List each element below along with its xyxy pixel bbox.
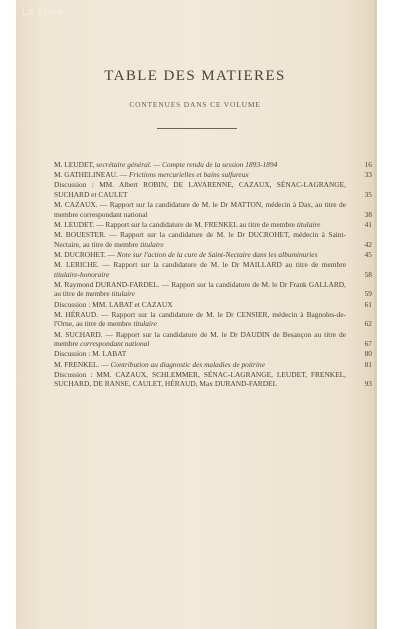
toc-entry: Discussion : MM. LABAT et CAZAUX 61 <box>54 299 372 309</box>
page-number: 41 <box>364 219 372 229</box>
page-number: 59 <box>364 289 372 299</box>
toc-entry: M. LERICHE. — Rapport sur la candidature de M. le Dr MAILLARD au titre de membre titulaire-honoraire 58 <box>54 260 372 279</box>
toc-entry: M. GATHELINEAU. — Frictions mercurielles et bains sulfureux 33 <box>54 170 372 180</box>
title-divider <box>157 128 237 129</box>
toc-entry: M. BOUESTER. — Rapport sur la candidature de M. le Dr DUCROHET, médecin à Saint-Nectaire, au titre de membre titulaire 42 <box>54 230 372 249</box>
toc-entry: M. FRENKEL. — Contribution au diagnostic des maladies de poitrine 81 <box>54 359 372 369</box>
page-number: 38 <box>364 209 372 219</box>
toc-entry: M. DUCROHET. — Note sur l'action de la cure de Saint-Nectaire dans les albuminuries 45 <box>54 249 372 259</box>
toc-entry: M. SUCHARD. — Rapport sur la candidature de M. le Dr DAUDIN de Besançon au titre de membre correspondant national 67 <box>54 329 372 349</box>
page-number: 16 <box>364 160 372 169</box>
page-title: TABLE DES MATIERES <box>104 68 286 84</box>
page-number: 35 <box>364 189 372 199</box>
toc-entry: M. Raymond DURAND-FARDEL. — Rapport sur la candidature de M. le Dr Frank GALLARD, au titre de membre titulaire 59 <box>54 279 372 299</box>
page-number: 42 <box>364 239 372 249</box>
toc-entry: Discussion : MM. CAZAUX, SCHLEMMER, SÉNAC-LAGRANGE, LEUDET, FRENKEL, SUCHARD, DE RANSE, CAULET, HÉRAUD, Max DURAND-FARDEL 93 <box>54 369 372 389</box>
watermark: Le Livre <box>22 6 64 18</box>
toc-entry: M. LEUDET, secrétaire général. — Compte rendu de la session 1893-1894 16 <box>54 160 372 169</box>
page-number: 33 <box>364 170 372 180</box>
page-number: 93 <box>364 379 372 389</box>
page-number: 45 <box>364 249 372 259</box>
page-number: 58 <box>364 269 372 279</box>
page-number: 61 <box>364 299 372 309</box>
page-number: 80 <box>364 349 372 359</box>
page-subtitle: CONTENUES DANS CE VOLUME <box>129 100 261 109</box>
toc-entry: Discussion : MM. Albert ROBIN, DE LAVARENNE, CAZAUX, SÉNAC-LAGRANGE, SUCHARD et CAULET 35 <box>54 180 372 199</box>
toc-entry: M. HÉRAUD. — Rapport sur la candidature de M. le Dr CENSIER, médecin à Bagnoles-de-l'Orne, au titre de membre titulaire 62 <box>54 309 372 329</box>
page-number: 62 <box>364 319 372 329</box>
toc-entry: Discussion : M. LABAT 80 <box>54 349 372 359</box>
table-of-contents <box>54 160 372 390</box>
page-number: 81 <box>364 359 372 369</box>
toc-entry: M. CAZAUX. — Rapport sur la candidature de M. le Dr MATTON, médecin à Dax, au titre de membre correspondant national 38 <box>54 200 372 219</box>
toc-entry: M. LEUDET. — Rapport sur la candidature de M. FRENKEL au titre de membre titulaire 41 <box>54 219 372 229</box>
page-number: 67 <box>364 339 372 349</box>
book-page <box>16 0 374 629</box>
